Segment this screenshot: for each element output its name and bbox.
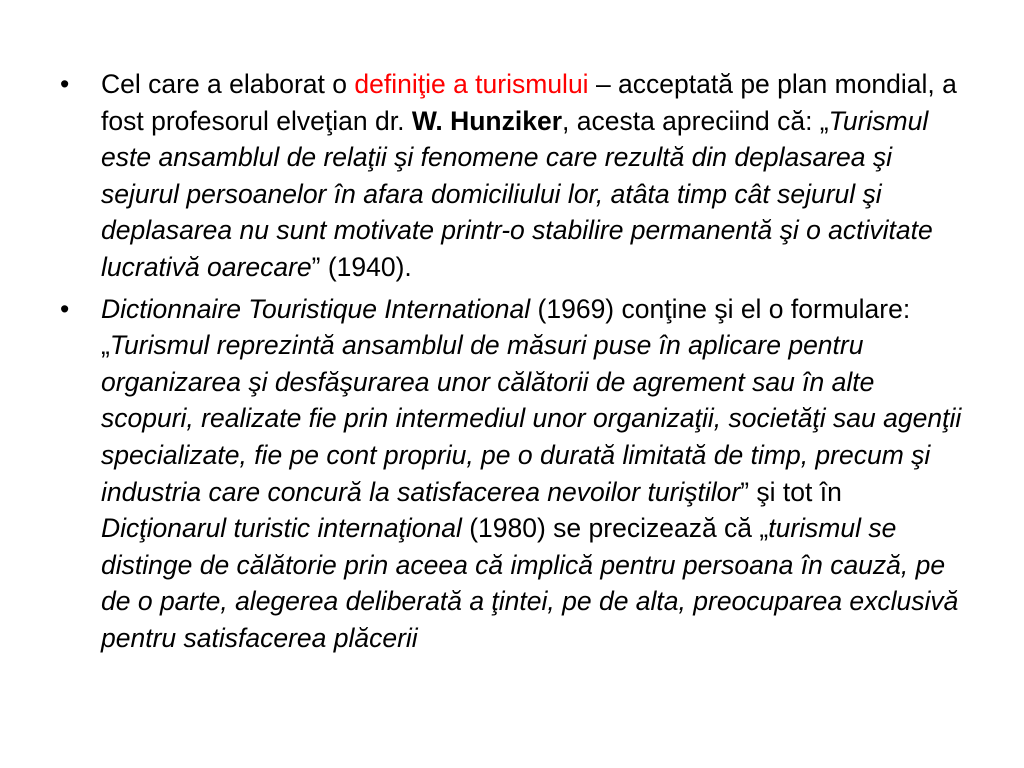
definition-quote: Turismul reprezintă ansamblul de măsuri puse în aplicare pentru organizarea şi desfăşurarea unor călătorii de agrement sau în alte scopuri, realizate fie prin intermediul unor organizaţii, societăţi sau agenţii specializate, fie pe cont propriu, pe o durată limitată de timp, precum şi industria care concură la satisfacerea nevoilor turiştilor <box>101 330 962 507</box>
text-segment: Cel care a elaborat o <box>101 69 355 99</box>
author-name: W. Hunziker <box>411 105 563 136</box>
bullet-dictionary-definitions <box>0 291 1024 657</box>
text-segment: (1980) se precizează că „ <box>461 513 769 544</box>
bullet-marker: • <box>60 293 70 324</box>
bullet-list <box>0 66 1024 662</box>
definition-quote: turismul se distinge de călătorie prin aceea că implică pentru persoana în cauză, pe de o parte, alegerea deliberată a ţintei, pe de alta, preocuparea exclusivă pentru satisfacerea plăcerii <box>101 513 959 653</box>
text-segment: ” şi tot în <box>740 476 842 507</box>
definition-quote: Turismul este ansamblul de relaţii şi fenomene care rezultă din deplasarea şi sejurul persoanelor în afara domiciliului lor, atâta timp cât sejurul şi deplasarea nu sunt motivate printr-o stabilire permanentă şi o activitate lucrativă oarecare <box>101 105 933 282</box>
bullet-marker: • <box>60 69 70 99</box>
source-title: Dictionnaire Touristique International <box>101 293 531 324</box>
highlighted-term: definiţie a turismului <box>354 69 589 99</box>
text-segment: (1969) conţine şi el o formulare: „ <box>101 293 911 361</box>
text-segment: – acceptată pe plan mondial, a fost profesorul elveţian dr. <box>101 69 957 136</box>
text-segment: ” (1940). <box>311 251 412 282</box>
bullet-hunziker-definition <box>0 66 1024 286</box>
text-segment: , acesta apreciind că: „ <box>562 105 829 136</box>
source-title: Dicţionarul turistic internaţional <box>101 513 462 544</box>
